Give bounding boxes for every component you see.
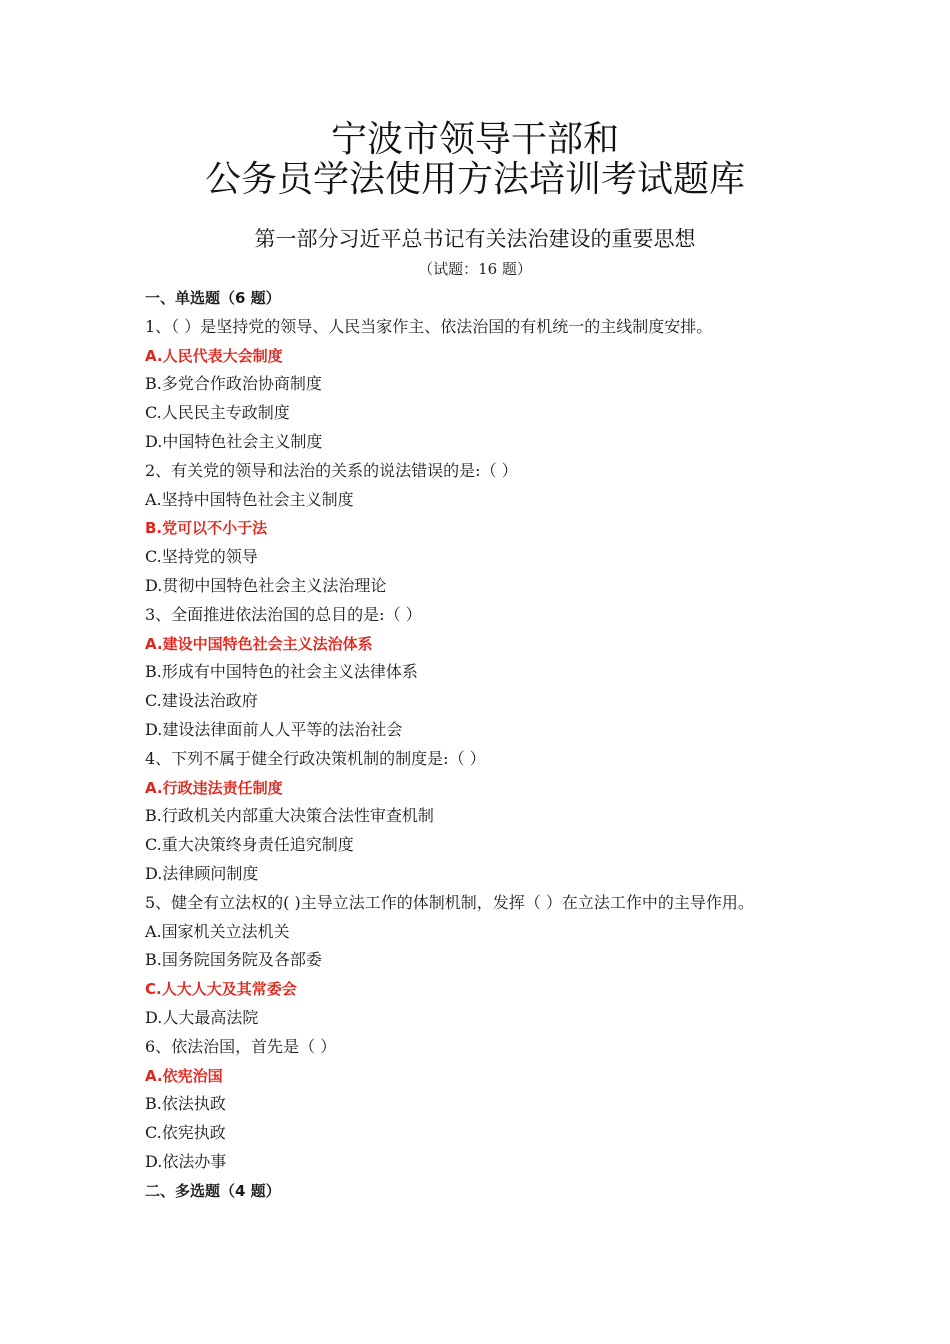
answer-option: A.国家机关立法机关: [145, 921, 290, 941]
answer-option: C.建设法治政府: [145, 691, 258, 711]
section-title-multiple-choice: 二、多选题（4 题）: [145, 1181, 281, 1200]
question-stem: 2、有关党的领导和法治的关系的说法错误的是:（ ）: [145, 460, 518, 480]
answer-option: C.重大决策终身责任追究制度: [145, 835, 354, 855]
answer-option: D.中国特色社会主义制度: [145, 431, 323, 451]
question-stem: 1、（ ）是坚持党的领导、人民当家作主、依法治国的有机统一的主线制度安排。: [145, 316, 713, 336]
answer-option: C.人民民主专政制度: [145, 403, 290, 423]
answer-option: D.贯彻中国特色社会主义法治理论: [145, 575, 387, 595]
answer-option: B.国务院国务院及各部委: [145, 950, 322, 970]
correct-answer-option: B.党可以不小于法: [145, 519, 268, 538]
answer-option: B.多党合作政治协商制度: [145, 374, 322, 394]
question-stem: 3、全面推进依法治国的总目的是:（ ）: [145, 604, 422, 624]
correct-answer-option: C.人大人大及其常委会: [145, 980, 297, 999]
answer-option: D.依法办事: [145, 1151, 227, 1171]
question-list: [145, 284, 845, 1206]
question-stem: 5、健全有立法权的( )主导立法工作的体制机制，发挥（ ）在立法工作中的主导作用。: [145, 892, 754, 912]
part-title: 第一部分习近平总书记有关法治建设的重要思想: [254, 227, 696, 251]
answer-option: A.坚持中国特色社会主义制度: [145, 489, 354, 509]
question-stem: 4、下列不属于健全行政决策机制的制度是:（ ）: [145, 748, 486, 768]
answer-option: B.依法执政: [145, 1094, 226, 1114]
correct-answer-option: A.人民代表大会制度: [145, 346, 283, 365]
question-count: （试题：16 题）: [418, 260, 532, 278]
answer-option: D.建设法律面前人人平等的法治社会: [145, 719, 403, 739]
correct-answer-option: A.依宪治国: [145, 1066, 223, 1085]
answer-option: C.坚持党的领导: [145, 547, 258, 567]
answer-option: D.人大最高法院: [145, 1007, 259, 1027]
answer-option: B.行政机关内部重大决策合法性审查机制: [145, 806, 434, 826]
answer-option: D.法律顾问制度: [145, 863, 259, 883]
section-title-single-choice: 一、单选题（6 题）: [145, 289, 281, 307]
answer-option: C.依宪执政: [145, 1123, 226, 1143]
correct-answer-option: A.行政违法责任制度: [145, 778, 283, 797]
document-title-line-1: 宁波市领导干部和: [330, 119, 619, 160]
answer-option: B.形成有中国特色的社会主义法律体系: [145, 662, 418, 682]
question-stem: 6、依法治国，首先是（ ）: [145, 1036, 337, 1056]
document-title-line-2: 公务员学法使用方法培训考试题库: [204, 159, 745, 200]
correct-answer-option: A.建设中国特色社会主义法治体系: [145, 634, 373, 653]
